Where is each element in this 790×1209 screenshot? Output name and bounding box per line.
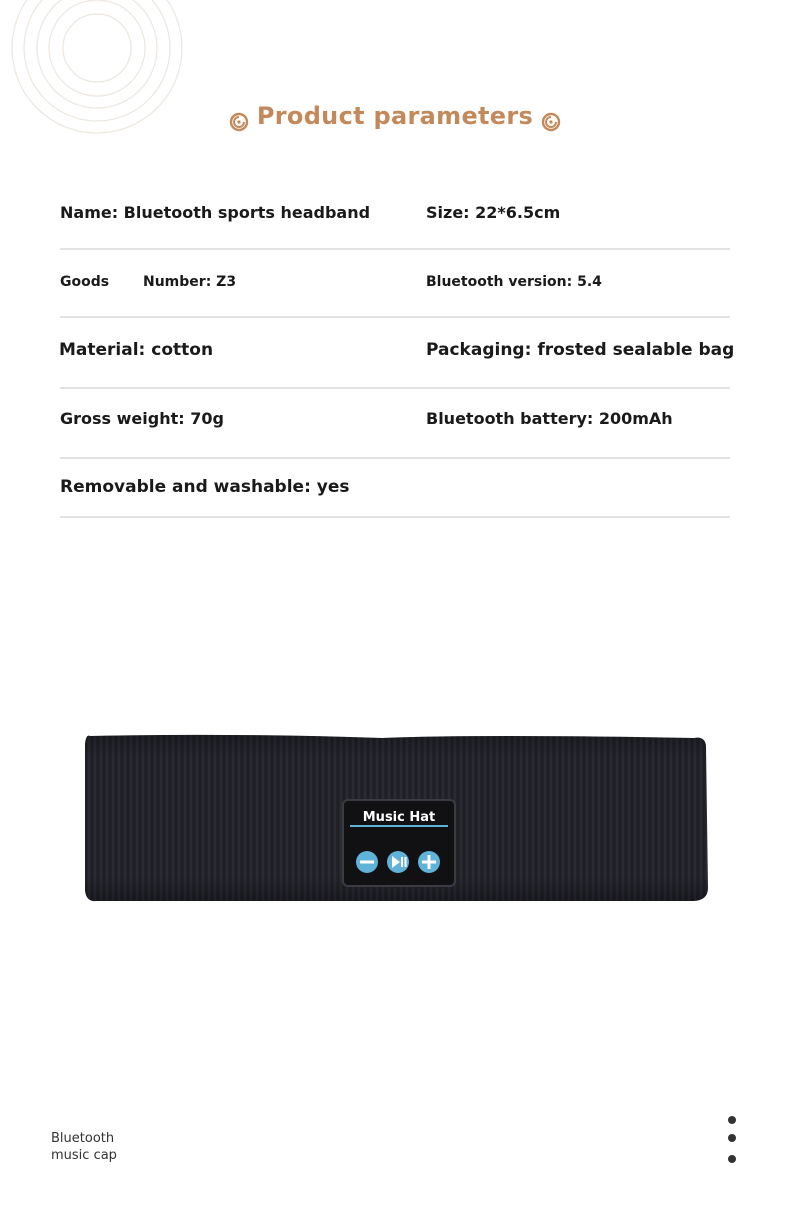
dot — [728, 1134, 736, 1142]
dot — [728, 1116, 736, 1124]
music-hat-patch — [343, 800, 455, 886]
swirl-left-icon — [229, 112, 249, 132]
param-row — [60, 180, 730, 250]
section-header — [0, 100, 790, 136]
param-row — [59, 318, 735, 389]
param-name: Name: Bluetooth sports headband — [60, 203, 371, 222]
param-battery: Bluetooth battery: 200mAh — [426, 409, 673, 428]
param-goods-number: Number: Z3 — [143, 274, 237, 290]
param-size: Size: 22*6.5cm — [426, 203, 561, 222]
product-caption — [51, 1130, 117, 1164]
param-material: Material: cotton — [59, 340, 214, 360]
more-dots-icon — [728, 1116, 738, 1166]
param-removable: Removable and washable: yes — [60, 477, 350, 497]
param-gross-weight: Gross weight: 70g — [60, 409, 224, 428]
param-row — [60, 389, 730, 459]
swirl-right-icon — [541, 112, 561, 132]
title-group — [229, 100, 561, 132]
page-title: Product parameters — [256, 102, 534, 130]
minus-icon — [356, 851, 378, 873]
param-packaging: Packaging: frosted sealable bag — [426, 340, 735, 360]
caption-line-1: Bluetooth — [51, 1131, 115, 1146]
headband-product-image — [82, 730, 710, 906]
param-row — [60, 459, 730, 518]
play-pause-icon — [387, 851, 409, 873]
parameters-table — [59, 180, 735, 518]
param-row — [60, 250, 730, 318]
dot — [728, 1155, 736, 1163]
param-bluetooth-version: Bluetooth version: 5.4 — [426, 274, 602, 290]
param-goods-label: Goods — [60, 274, 110, 290]
caption-line-2: music cap — [51, 1148, 117, 1163]
patch-label: Music Hat — [362, 810, 436, 825]
plus-icon — [418, 851, 440, 873]
